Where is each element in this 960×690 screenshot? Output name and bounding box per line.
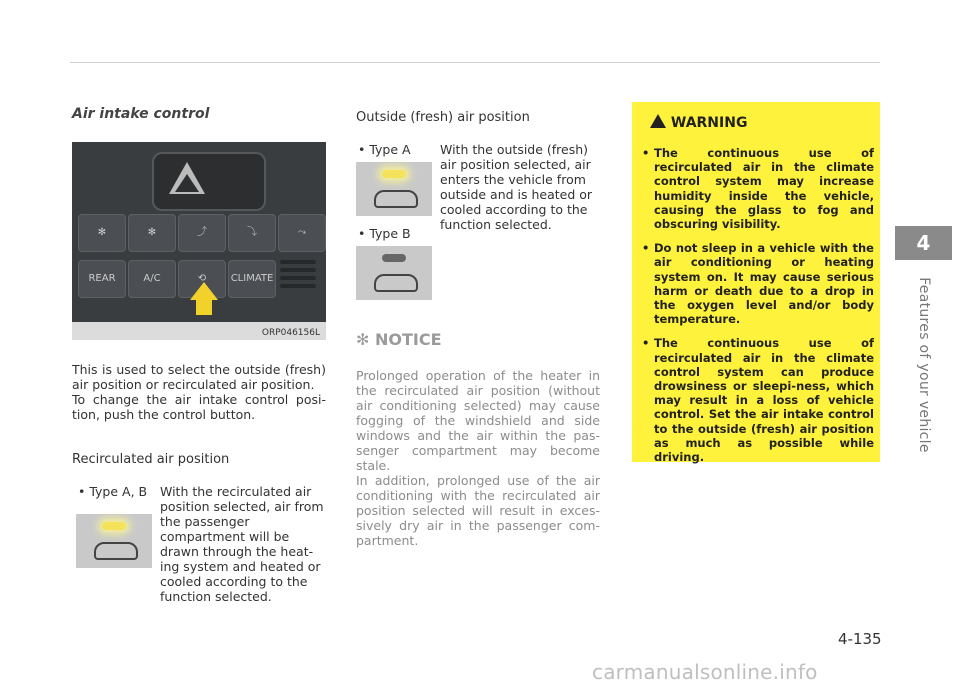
warning-item: • The continuous use of recirculated air in the climate control system can produce drowsiness or sleepi-ness, which may result in a loss of vehicle control. Set the air intake control to the outside (fresh) air position as much as possible while driving. bbox=[644, 336, 874, 464]
air-intake-button: ⟲ bbox=[178, 260, 226, 298]
indicator-lamp-on bbox=[102, 522, 126, 530]
recirc-indicator-image bbox=[76, 514, 152, 568]
fan-low-button: ✻ bbox=[78, 214, 126, 252]
intro-text bbox=[72, 362, 326, 422]
climate-button: CLIMATE bbox=[228, 260, 276, 298]
notice-heading bbox=[356, 330, 442, 349]
notice-snowflake-icon: ✻ bbox=[356, 330, 370, 349]
notice-body bbox=[356, 368, 600, 548]
pointer-arrow-icon bbox=[190, 282, 218, 300]
indicator-lamp-off bbox=[382, 254, 406, 262]
indicator-lamp-on bbox=[382, 170, 406, 178]
fresh-air-car-icon bbox=[374, 190, 418, 208]
type-a-indicator-image bbox=[356, 162, 432, 216]
intro-paragraph-2: To change the air intake control posi-tion, push the control button. bbox=[72, 392, 326, 422]
rear-defrost-button: REAR bbox=[78, 260, 126, 298]
type-a-label: • Type A bbox=[358, 142, 411, 157]
recirc-heading: Recirculated air position bbox=[72, 452, 230, 467]
header-rule bbox=[70, 62, 880, 63]
hazard-icon-inner bbox=[175, 174, 199, 192]
mode-floor-button: ⤵ bbox=[228, 214, 276, 252]
outside-heading: Outside (fresh) air position bbox=[356, 110, 530, 125]
fresh-air-car-icon bbox=[374, 274, 418, 292]
page-number: 4-135 bbox=[838, 630, 882, 648]
recirc-description: With the recirculated air position selected, air from the passenger compartment will be drawn through the heat-ing system and heated or cooled according to the function selected. bbox=[160, 484, 324, 604]
type-b-indicator-image bbox=[356, 246, 432, 300]
fan-high-button: ✻ bbox=[128, 214, 176, 252]
warning-triangle-icon bbox=[650, 114, 666, 128]
chapter-title-vertical bbox=[912, 275, 936, 455]
photo-code: ORP046156L bbox=[261, 328, 320, 338]
recirculate-car-icon bbox=[94, 542, 138, 560]
warning-list bbox=[644, 146, 874, 474]
control-panel-photo bbox=[72, 142, 326, 340]
ac-button: A/C bbox=[128, 260, 176, 298]
photo-panel bbox=[72, 142, 326, 322]
recirc-type-label: • Type A, B bbox=[78, 484, 148, 499]
type-b-label: • Type B bbox=[358, 226, 411, 241]
vent-grille bbox=[280, 260, 316, 296]
section-heading: Air intake control bbox=[72, 106, 210, 122]
warning-item: • The continuous use of recirculated air in the climate control system may increase humidity inside the vehicle, causing the glass to fog and obscuring visibility. bbox=[644, 146, 874, 231]
notice-title: NOTICE bbox=[374, 330, 442, 349]
type-a-description: With the outside (fresh) air position selected, air enters the vehicle from outside and is heated or cooled according to the function selected. bbox=[440, 142, 593, 232]
chapter-number: 4 bbox=[916, 231, 931, 255]
watermark: carmanualsonline.info bbox=[592, 660, 818, 684]
mode-defrost-button: ⤳ bbox=[278, 214, 326, 252]
warning-item: • Do not sleep in a vehicle with the air conditioning or heating system on. It may cause serious harm or death due to a drop in the oxygen level and/or body temperature. bbox=[644, 241, 874, 326]
intro-paragraph-1: This is used to select the outside (fresh) air position or recirculated air position. bbox=[72, 362, 326, 392]
warning-title: WARNING bbox=[670, 115, 748, 131]
pointer-arrow-stem bbox=[196, 299, 212, 315]
mode-face-button: ⤴ bbox=[178, 214, 226, 252]
warning-heading bbox=[650, 114, 747, 131]
warning-box bbox=[632, 102, 880, 465]
notice-paragraph-2: In addition, prolonged use of the air conditioning with the recirculated air position selected will result in exces-sively dry air in the passenger com-partment. bbox=[356, 473, 600, 548]
notice-paragraph-1: Prolonged operation of the heater in the recirculated air position (without air conditioning selected) may cause fogging of the windshield and side windows and the air within the pas-senger compartment may become stale. bbox=[356, 368, 600, 473]
chapter-tab[interactable] bbox=[895, 226, 952, 260]
chapter-title: Features of your vehicle bbox=[916, 277, 932, 453]
